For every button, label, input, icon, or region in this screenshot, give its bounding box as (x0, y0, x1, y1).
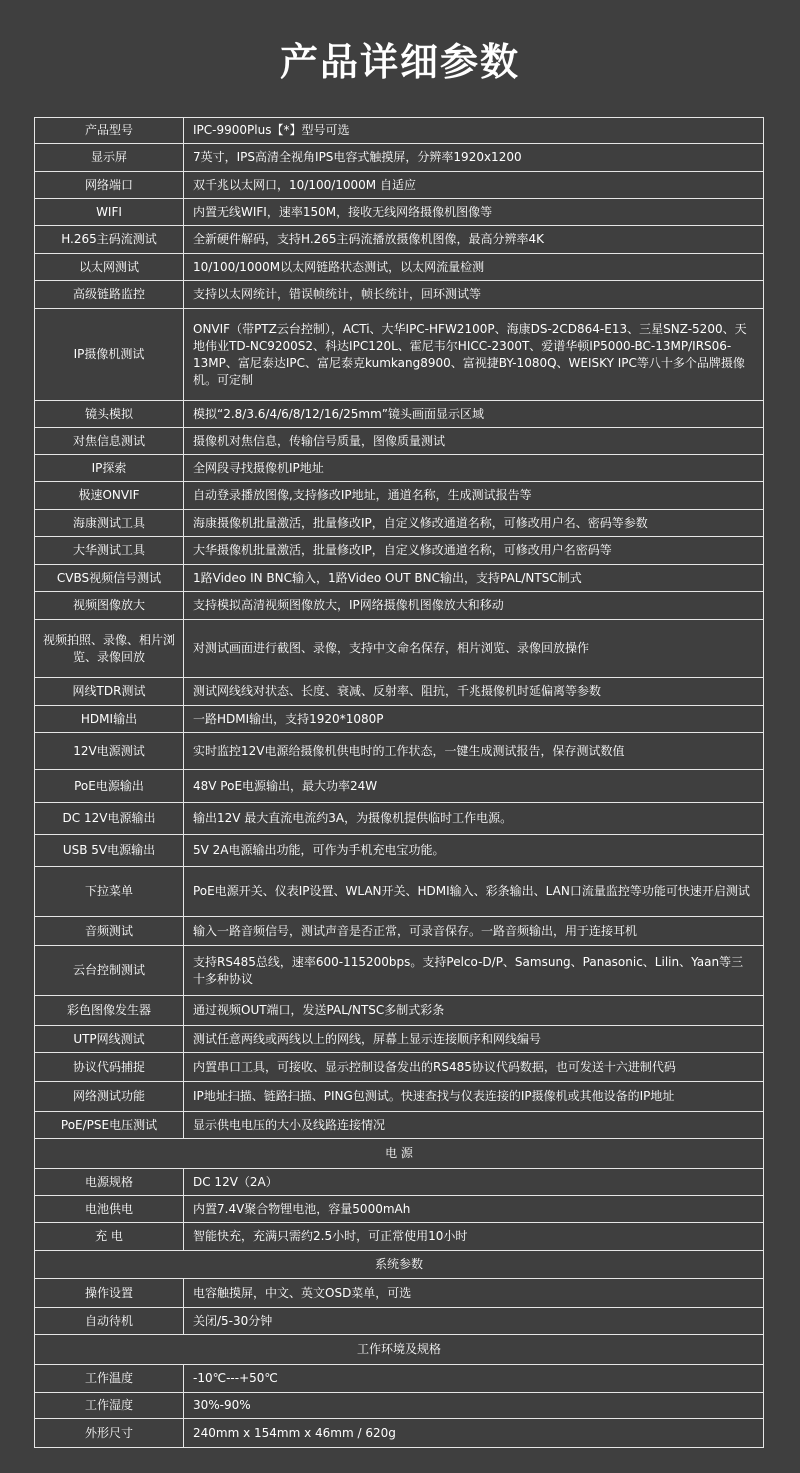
section-row (35, 1335, 764, 1365)
section-header: 系统参数 (35, 1251, 764, 1279)
spec-label: HDMI输出 (35, 706, 184, 733)
spec-label: H.265主码流测试 (35, 226, 184, 254)
spec-value: 全网段寻找摄像机IP地址 (184, 455, 764, 482)
spec-value: 10/100/1000M以太网链路状态测试，以太网流量检测 (184, 254, 764, 281)
spec-value: 模拟“2.8/3.6/4/6/8/12/16/25mm”镜头画面显示区域 (184, 401, 764, 428)
table-row (35, 1419, 764, 1448)
table-row (35, 1393, 764, 1419)
table-row (35, 1365, 764, 1393)
table-row (35, 172, 764, 199)
spec-label: 大华测试工具 (35, 537, 184, 565)
spec-label: 电池供电 (35, 1196, 184, 1223)
table-row (35, 144, 764, 172)
spec-value: IP地址扫描、链路扫描、PING包测试。快速查找与仪表连接的IP摄像机或其他设备的IP地址 (184, 1082, 764, 1112)
spec-value: 全新硬件解码，支持H.265主码流播放摄像机图像，最高分辨率4K (184, 226, 764, 254)
spec-value: PoE电源开关、仪表IP设置、WLAN开关、HDMI输入、彩条输出、LAN口流量监控等功能可快速开启测试 (184, 867, 764, 917)
spec-value: 对测试画面进行截图、录像，支持中文命名保存，相片浏览、录像回放操作 (184, 620, 764, 678)
spec-label: 网络测试功能 (35, 1082, 184, 1112)
spec-label: 工作温度 (35, 1365, 184, 1393)
spec-value: 双千兆以太网口，10/100/1000M 自适应 (184, 172, 764, 199)
spec-value: 测试任意两线或两线以上的网线，屏幕上显示连接顺序和网线编号 (184, 1026, 764, 1053)
spec-value: 输入一路音频信号，测试声音是否正常，可录音保存。一路音频输出，用于连接耳机 (184, 917, 764, 946)
spec-value: 电容触摸屏，中文、英文OSD菜单，可选 (184, 1279, 764, 1308)
spec-value: 智能快充，充满只需约2.5小时，可正常使用10小时 (184, 1223, 764, 1251)
spec-label: PoE/PSE电压测试 (35, 1112, 184, 1139)
spec-label: 工作湿度 (35, 1393, 184, 1419)
spec-label: IP探索 (35, 455, 184, 482)
spec-value: ONVIF（带PTZ云台控制），ACTi、大华IPC-HFW2100P、海康DS-2CD864-E13、三星SNZ-5200、天地伟业TD-NC9200S2、科达IPC120L、霍尼韦尔HICC-2300T、爱谱华顿IP5000-BC-13MP/IRS06-13MP、富尼泰达IPC、富尼泰克kumkang8900、富视捷BY-1080Q、WEISKY IPC等八十多个品牌摄像机。可定制 (184, 309, 764, 401)
section-row (35, 1139, 764, 1169)
table-row (35, 226, 764, 254)
spec-label: 海康测试工具 (35, 510, 184, 537)
table-row (35, 1026, 764, 1053)
table-row (35, 482, 764, 510)
spec-label: 操作设置 (35, 1279, 184, 1308)
spec-label: 音频测试 (35, 917, 184, 946)
table-row (35, 1279, 764, 1308)
table-row (35, 1082, 764, 1112)
section-header: 工作环境及规格 (35, 1335, 764, 1365)
spec-value: 通过视频OUT端口，发送PAL/NTSC多制式彩条 (184, 996, 764, 1026)
spec-label: 极速ONVIF (35, 482, 184, 510)
spec-value: 内置无线WIFI，速率150M，接收无线网络摄像机图像等 (184, 199, 764, 226)
spec-table-body (35, 118, 764, 1448)
spec-value: 支持模拟高清视频图像放大，IP网络摄像机图像放大和移动 (184, 592, 764, 620)
table-row (35, 254, 764, 281)
spec-value: 5V 2A电源输出功能，可作为手机充电宝功能。 (184, 835, 764, 867)
table-row (35, 803, 764, 835)
table-row (35, 867, 764, 917)
spec-label: 云台控制测试 (35, 946, 184, 996)
table-row (35, 1169, 764, 1196)
table-row (35, 996, 764, 1026)
spec-label: 电源规格 (35, 1169, 184, 1196)
spec-value: 240mm x 154mm x 46mm / 620g (184, 1419, 764, 1448)
table-row (35, 565, 764, 592)
spec-value: 48V PoE电源输出，最大功率24W (184, 770, 764, 803)
spec-label: 产品型号 (35, 118, 184, 144)
spec-label: WIFI (35, 199, 184, 226)
spec-value: 摄像机对焦信息，传输信号质量，图像质量测试 (184, 428, 764, 455)
spec-value: 测试网线线对状态、长度、衰减、反射率、阻抗，千兆摄像机时延偏离等参数 (184, 678, 764, 706)
spec-value: 自动登录播放图像,支持修改IP地址，通道名称，生成测试报告等 (184, 482, 764, 510)
spec-label: 自动待机 (35, 1308, 184, 1335)
spec-value: 一路HDMI输出，支持1920*1080P (184, 706, 764, 733)
spec-value: 大华摄像机批量激活，批量修改IP，自定义修改通道名称，可修改用户名密码等 (184, 537, 764, 565)
table-row (35, 1223, 764, 1251)
spec-label: 网线TDR测试 (35, 678, 184, 706)
spec-value: 输出12V 最大直流电流约3A，为摄像机提供临时工作电源。 (184, 803, 764, 835)
table-row (35, 455, 764, 482)
spec-value: 实时监控12V电源给摄像机供电时的工作状态，一键生成测试报告，保存测试数值 (184, 733, 764, 770)
spec-label: CVBS视频信号测试 (35, 565, 184, 592)
spec-label: 12V电源测试 (35, 733, 184, 770)
spec-label: 网络端口 (35, 172, 184, 199)
table-row (35, 620, 764, 678)
spec-label: UTP网线测试 (35, 1026, 184, 1053)
section-header: 电 源 (35, 1139, 764, 1169)
spec-value: 支持以太网统计，错误帧统计，帧长统计，回环测试等 (184, 281, 764, 309)
spec-table (34, 117, 764, 1448)
spec-value: 内置串口工具，可接收、显示控制设备发出的RS485协议代码数据，也可发送十六进制代码 (184, 1053, 764, 1082)
table-row (35, 537, 764, 565)
spec-label: 视频拍照、录像、相片浏览、录像回放 (35, 620, 184, 678)
table-row (35, 770, 764, 803)
spec-label: 显示屏 (35, 144, 184, 172)
spec-label: 充 电 (35, 1223, 184, 1251)
table-row (35, 118, 764, 144)
spec-value: IPC-9900Plus【*】型号可选 (184, 118, 764, 144)
spec-label: 对焦信息测试 (35, 428, 184, 455)
table-row (35, 1053, 764, 1082)
table-row (35, 706, 764, 733)
table-row (35, 592, 764, 620)
spec-label: 以太网测试 (35, 254, 184, 281)
table-row (35, 1112, 764, 1139)
table-row (35, 510, 764, 537)
spec-value: -10℃---+50℃ (184, 1365, 764, 1393)
spec-value: 1路Video IN BNC输入，1路Video OUT BNC输出，支持PAL/NTSC制式 (184, 565, 764, 592)
table-row (35, 946, 764, 996)
section-row (35, 1251, 764, 1279)
page-title: 产品详细参数 (279, 40, 520, 84)
spec-value: 关闭/5-30分钟 (184, 1308, 764, 1335)
table-row (35, 678, 764, 706)
spec-label: 彩色图像发生器 (35, 996, 184, 1026)
spec-label: USB 5V电源输出 (35, 835, 184, 867)
table-row (35, 281, 764, 309)
spec-label: 视频图像放大 (35, 592, 184, 620)
spec-label: DC 12V电源输出 (35, 803, 184, 835)
spec-value: 支持RS485总线，速率600-115200bps。支持Pelco-D/P、Samsung、Panasonic、Lilin、Yaan等三十多种协议 (184, 946, 764, 996)
spec-label: 下拉菜单 (35, 867, 184, 917)
spec-value: 内置7.4V聚合物锂电池，容量5000mAh (184, 1196, 764, 1223)
table-row (35, 835, 764, 867)
spec-label: 高级链路监控 (35, 281, 184, 309)
table-row (35, 917, 764, 946)
spec-value: 海康摄像机批量激活，批量修改IP，自定义修改通道名称，可修改用户名、密码等参数 (184, 510, 764, 537)
table-row (35, 401, 764, 428)
table-row (35, 1308, 764, 1335)
spec-value: 显示供电电压的大小及线路连接情况 (184, 1112, 764, 1139)
spec-label: 协议代码捕捉 (35, 1053, 184, 1082)
spec-label: 镜头模拟 (35, 401, 184, 428)
spec-label: 外形尺寸 (35, 1419, 184, 1448)
table-row (35, 733, 764, 770)
spec-value: DC 12V（2A） (184, 1169, 764, 1196)
spec-value: 30%-90% (184, 1393, 764, 1419)
spec-label: IP摄像机测试 (35, 309, 184, 401)
table-row (35, 309, 764, 401)
table-row (35, 1196, 764, 1223)
table-row (35, 428, 764, 455)
table-row (35, 199, 764, 226)
spec-label: PoE电源输出 (35, 770, 184, 803)
spec-value: 7英寸，IPS高清全视角IPS电容式触摸屏，分辨率1920x1200 (184, 144, 764, 172)
